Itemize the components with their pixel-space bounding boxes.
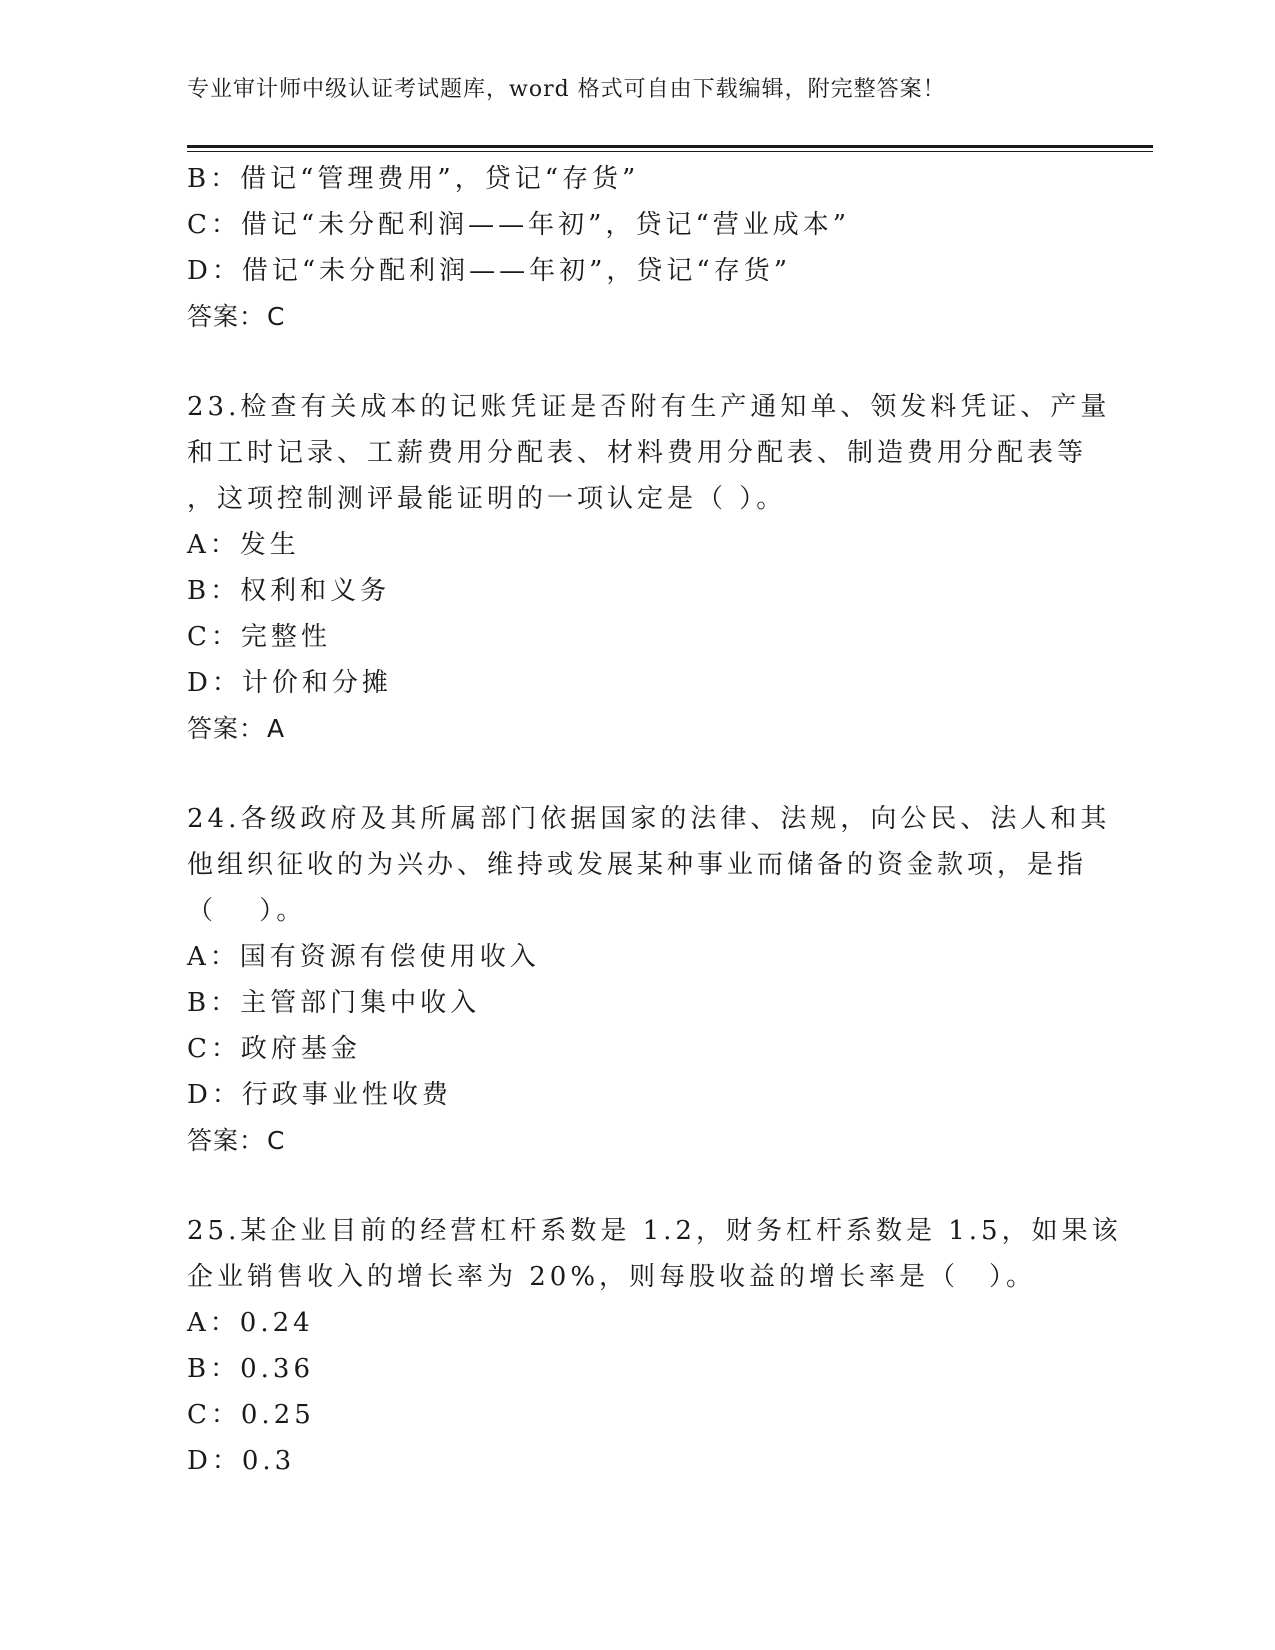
answer	[187, 1118, 1087, 1164]
option-b: B：权利和义务	[187, 576, 391, 606]
option-d: D：行政事业性收费	[187, 1080, 452, 1110]
answer	[187, 706, 1087, 752]
question-23	[187, 384, 1111, 752]
header-rule-thin	[187, 151, 1153, 152]
header-rule-thick	[187, 145, 1153, 148]
question-text-line: 和工时记录、工薪费用分配表、材料费用分配表、制造费用分配表等	[187, 438, 1088, 468]
question-text-line: 他组织征收的为兴办、维持或发展某种事业而储备的资金款项，是指	[187, 850, 1088, 880]
answer-value: A	[267, 714, 286, 743]
option-b: B：0.36	[187, 1354, 314, 1384]
question-22	[187, 156, 1087, 340]
option-a: A：发生	[187, 530, 300, 560]
option-c: C：完整性	[187, 622, 331, 652]
option-a: A：0.24	[187, 1308, 314, 1338]
option-a: A：国有资源有偿使用收入	[187, 942, 540, 972]
page-header: 专业审计师中级认证考试题库，word 格式可自由下载编辑，附完整答案！	[187, 77, 946, 102]
answer-label: 答案：	[187, 1126, 266, 1155]
answer-label: 答案：	[187, 714, 266, 743]
question-text-line: 24.各级政府及其所属部门依据国家的法律、法规，向公民、法人和其	[187, 804, 1111, 834]
question-text-line: （ ）。	[187, 896, 307, 926]
answer-value: C	[267, 1126, 286, 1155]
answer-label: 答案：	[187, 302, 266, 331]
option-d: D：计价和分摊	[187, 668, 392, 698]
question-text-line: 23.检查有关成本的记账凭证是否附有生产通知单、领发料凭证、产量	[187, 392, 1111, 422]
option-d: D：借记“未分配利润——年初”，贷记“存货”	[187, 256, 792, 286]
option-d: D：0.3	[187, 1446, 296, 1476]
option-c: C：借记“未分配利润——年初”，贷记“营业成本”	[187, 210, 851, 240]
answer-value: C	[267, 302, 286, 331]
question-24	[187, 796, 1111, 1164]
answer	[187, 294, 1087, 340]
question-25	[187, 1208, 1122, 1484]
question-text-line: ，这项控制测评最能证明的一项认定是（ ）。	[187, 484, 787, 514]
question-text-line: 25.某企业目前的经营杠杆系数是 1.2，财务杠杆系数是 1.5，如果该	[187, 1216, 1122, 1246]
question-text-line: 企业销售收入的增长率为 20%，则每股收益的增长率是（ ）。	[187, 1262, 1037, 1292]
document-body	[187, 156, 1122, 1484]
option-c: C：0.25	[187, 1400, 315, 1430]
option-c: C：政府基金	[187, 1034, 361, 1064]
option-b: B：主管部门集中收入	[187, 988, 481, 1018]
option-b: B：借记“管理费用”，贷记“存货”	[187, 164, 640, 194]
